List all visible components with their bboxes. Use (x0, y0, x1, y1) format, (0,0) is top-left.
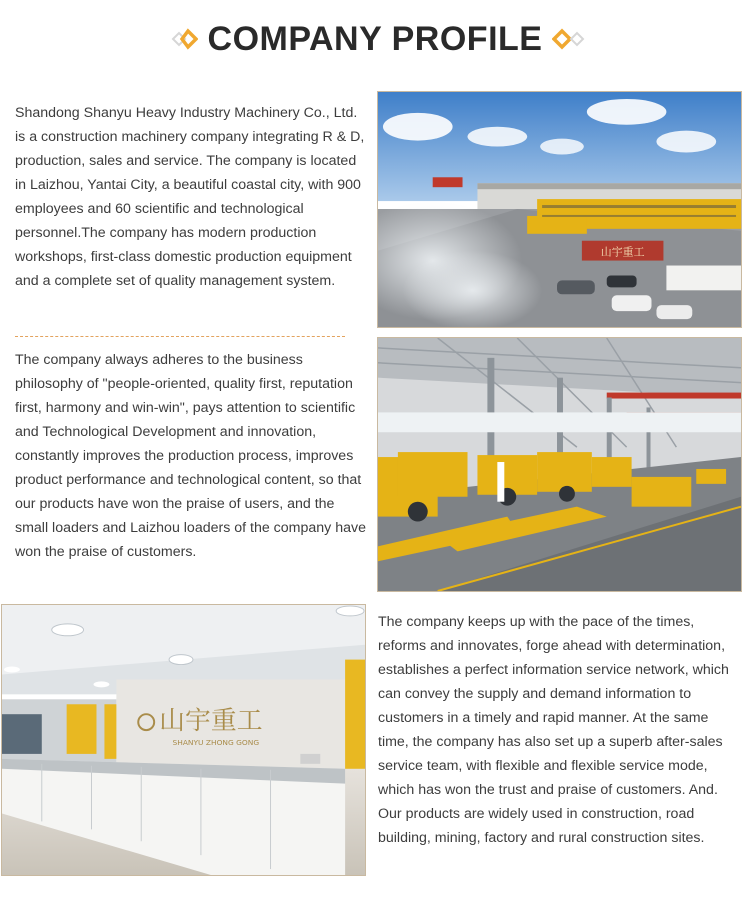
title-row (0, 14, 750, 64)
diamond-icon (164, 26, 198, 52)
factory-yard-photo (377, 91, 742, 328)
workshop-photo (377, 337, 742, 592)
page-title: COMPANY PROFILE (207, 19, 543, 58)
philosophy-paragraph: The company always adheres to the business philosophy of "people-oriented, quality first, reputation first, harmony and win-win", pays attention to scientific and Technological Development and innovation, constantly improves the production process, improves product performance and technological content, so that our products have won the praise of users, and the small loaders and Laizhou loaders of the company have won the praise of customers. (15, 352, 366, 560)
reception-photo (1, 604, 366, 876)
intro-paragraph: Shandong Shanyu Heavy Industry Machinery Co., Ltd. is a construction machinery company integrating R & D, production, sales and service. The company is located in Laizhou, Yantai City, a beautiful coastal city, with 900 employees and 60 scientific and technological personnel.The company has modern production workshops, first-class domestic production equipment and a complete set of quality management system. (15, 105, 365, 289)
service-paragraph: The company keeps up with the pace of the times, reforms and innovates, forge ahead with determination, establishes a perfect information service network, which can convey the supply and demand information to customers in a timely and rapid manner. At the same time, the company has also set up a superb after-sales service team, with flexible and flexible service mode, which has won the trust and praise of customers. And. Our products are widely used in construction, road building, mining, factory and rural construction sites. (378, 614, 729, 846)
diamond-icon (552, 26, 586, 52)
yard-sign-text: 山宇重工 (600, 245, 645, 259)
dashed-divider (15, 336, 345, 337)
reception-logo-text: 山宇重工 (159, 706, 263, 737)
reception-logo-subtext: SHANYU ZHONG GONG (172, 737, 260, 747)
